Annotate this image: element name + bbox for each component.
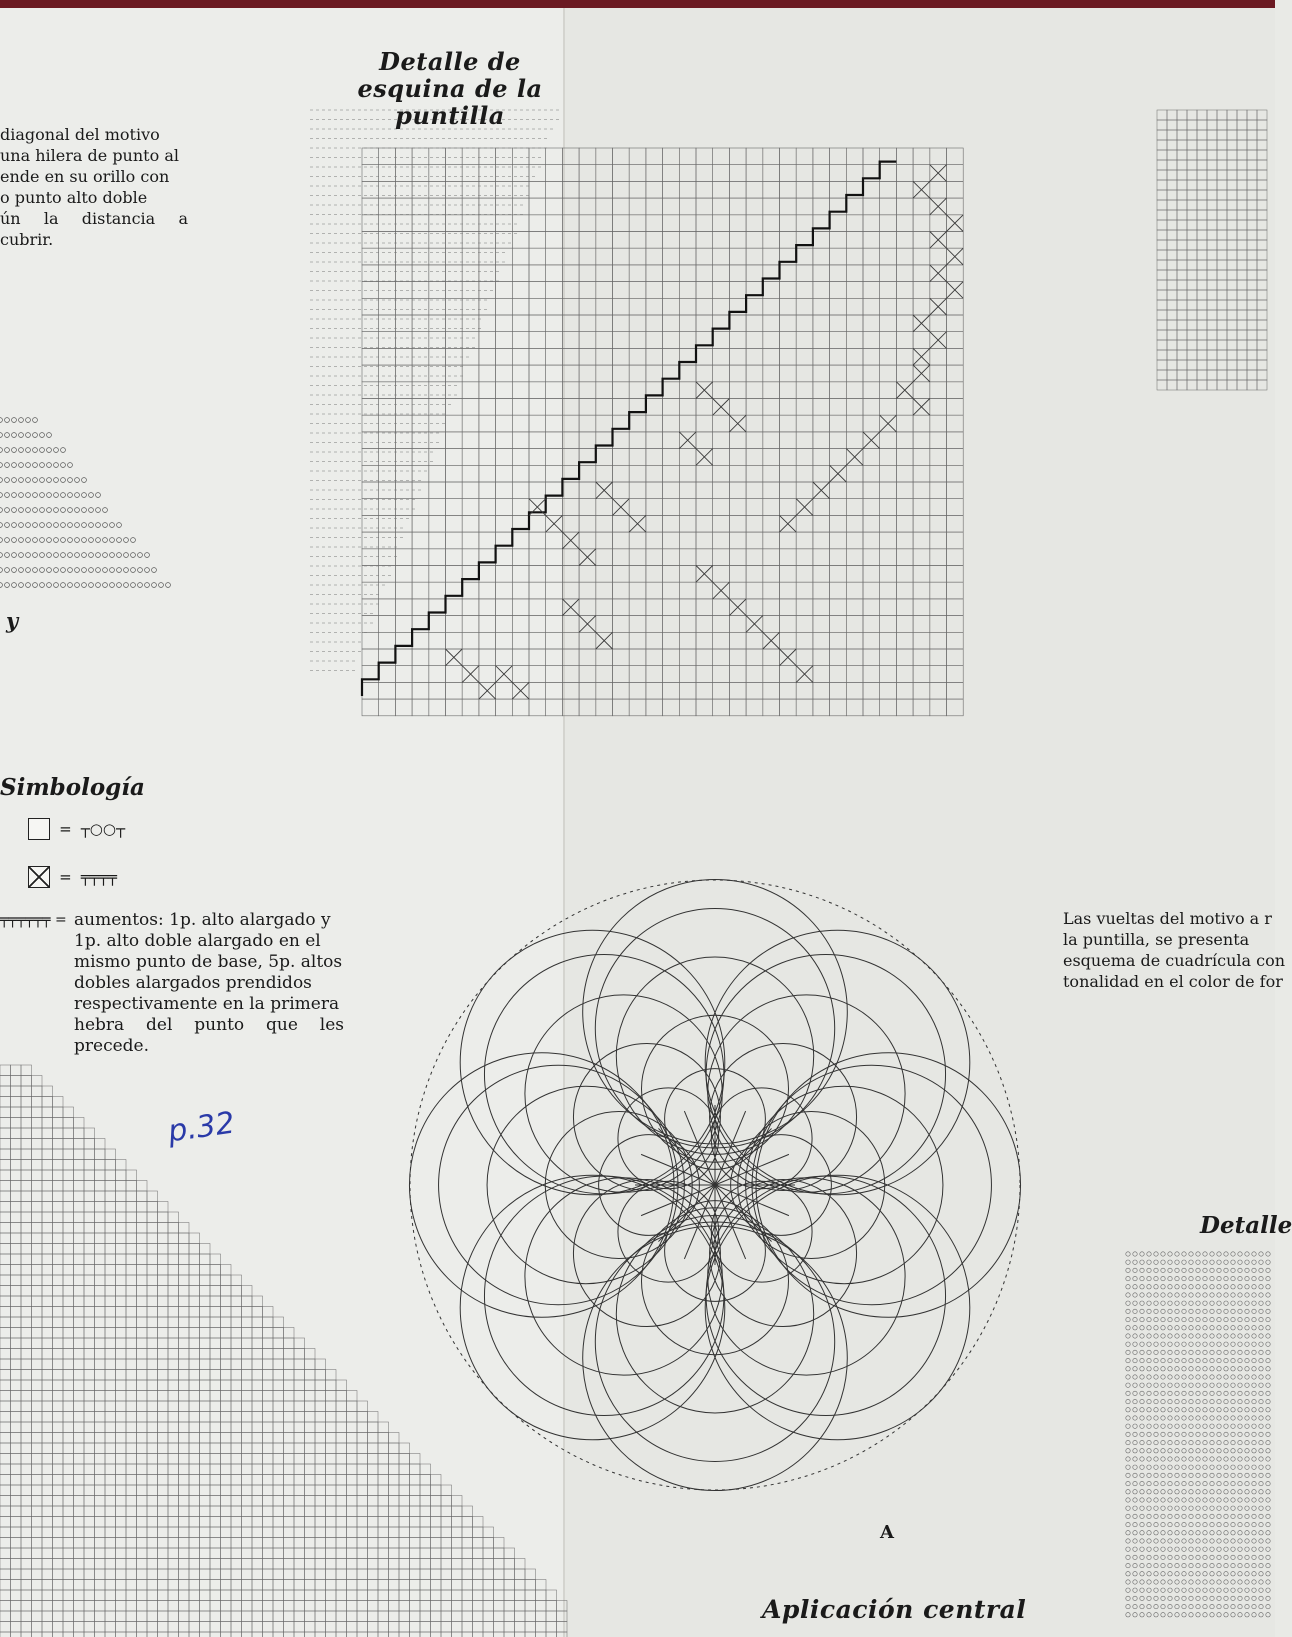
motif-marker-a: A bbox=[880, 1522, 894, 1543]
handwritten-page-note: p.32 bbox=[165, 1105, 237, 1150]
filled-block-stitch-icon: ╤╤╤╤ bbox=[80, 868, 117, 886]
right-line-4: tonalidad en el color de for bbox=[1063, 972, 1283, 991]
increase-line-6: hebra del punto que les precede. bbox=[74, 1015, 344, 1056]
increase-line-2: 1p. alto doble alargado en el bbox=[74, 931, 321, 951]
increase-line-1: aumentos: 1p. alto alargado y bbox=[74, 910, 331, 930]
increase-line-5: respectivamente en la primera bbox=[74, 994, 340, 1014]
lower-left-grid bbox=[0, 1065, 567, 1637]
corner-title-line-1: Detalle de bbox=[379, 47, 521, 76]
right-line-2: la puntilla, se presenta bbox=[1063, 930, 1250, 949]
right-instructions bbox=[1063, 908, 1286, 992]
symbology-title: Simbología bbox=[0, 774, 145, 801]
legend-filled-block bbox=[28, 866, 117, 888]
right-line-1: Las vueltas del motivo a r bbox=[1063, 909, 1272, 928]
central-application-title: Aplicación central bbox=[762, 1595, 1027, 1624]
left-line-4: o punto alto doble bbox=[0, 188, 148, 207]
heading-fragment: y bbox=[6, 608, 19, 633]
legend-equals: = bbox=[59, 868, 72, 886]
left-stitch-fragment bbox=[0, 418, 170, 588]
central-motif-diagram bbox=[409, 879, 1020, 1490]
legend-equals: = bbox=[59, 820, 72, 838]
increase-stitch-icon: ╤╤╤╤╤╤ = bbox=[0, 912, 67, 928]
increase-line-3: mismo punto de base, 5p. altos bbox=[74, 952, 343, 972]
legend-open-mesh bbox=[28, 818, 125, 840]
open-mesh-stitch-icon: ┬○○┬ bbox=[80, 820, 126, 838]
open-square-icon bbox=[28, 818, 50, 840]
right-line-3: esquema de cuadrícula con bbox=[1063, 951, 1286, 970]
corner-grid-lines bbox=[362, 148, 963, 716]
left-line-1: diagonal del motivo bbox=[0, 125, 160, 144]
left-line-2: una hilera de punto al bbox=[0, 146, 179, 165]
left-line-3: ende en su orillo con bbox=[0, 167, 170, 186]
increase-description bbox=[74, 910, 344, 1057]
left-instructions bbox=[0, 124, 188, 250]
right-detail-title: Detalle bbox=[1200, 1212, 1292, 1239]
corner-detail-title bbox=[350, 48, 550, 129]
corner-stitch-columns bbox=[310, 110, 559, 671]
top-right-grid bbox=[1157, 110, 1267, 390]
increase-line-4: dobles alargados prendidos bbox=[74, 973, 312, 993]
bottom-right-stitch-chart bbox=[1126, 1252, 1270, 1617]
corner-title-line-2: esquina de la bbox=[357, 74, 543, 103]
left-line-5: ún la distancia a cubrir. bbox=[0, 209, 188, 249]
crossed-square-icon bbox=[28, 866, 50, 888]
corner-title-line-3: puntilla bbox=[395, 101, 505, 130]
